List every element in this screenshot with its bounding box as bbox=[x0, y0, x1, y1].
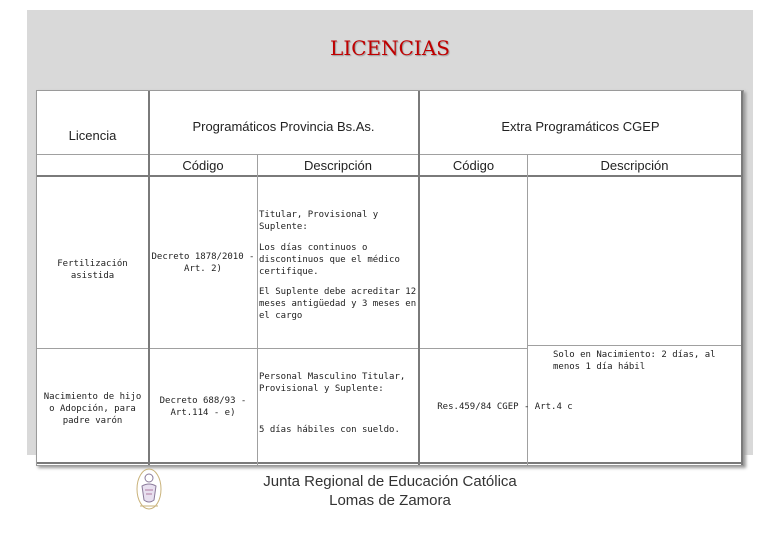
row-codigo: Decreto 688/93 - Art.114 - e) bbox=[159, 396, 247, 418]
row-extra-descripcion: Solo en Nacimiento: 2 días, al menos 1 día hábil bbox=[553, 350, 716, 372]
header-codigo: Código bbox=[182, 158, 224, 173]
column-divider bbox=[527, 154, 528, 465]
footer-line-1: Junta Regional de Educación Católica bbox=[263, 473, 517, 490]
table-bottom-line bbox=[37, 462, 743, 464]
column-divider bbox=[741, 91, 743, 465]
header-licencia: Licencia bbox=[68, 128, 117, 143]
institution-seal-icon bbox=[134, 466, 164, 512]
header-divider bbox=[37, 154, 743, 155]
column-divider bbox=[257, 154, 258, 465]
row-descripcion-line: 5 días hábiles con sueldo. bbox=[259, 425, 400, 435]
header-descripcion: Descripción bbox=[600, 158, 669, 173]
header-extra-programaticos: Extra Programáticos CGEP bbox=[501, 119, 660, 134]
footer-institution bbox=[200, 472, 580, 510]
row-divider bbox=[37, 348, 527, 349]
row-descripcion-line: El Suplente debe acreditar 12 meses antigüedad y 3 meses en el cargo bbox=[259, 287, 417, 321]
header-codigo: Código bbox=[452, 158, 495, 173]
header-bottom-line bbox=[37, 175, 743, 177]
row-licencia-label: Nacimiento de hijo o Adopción, para padre varón bbox=[43, 392, 142, 426]
row-codigo: Decreto 1878/2010 - Art. 2) bbox=[151, 252, 255, 274]
licencias-table bbox=[36, 90, 744, 466]
header-programaticos: Programáticos Provincia Bs.As. bbox=[192, 119, 375, 134]
header-descripcion: Descripción bbox=[304, 158, 372, 173]
row-descripcion-line: Titular, Provisional y Suplente: bbox=[259, 210, 379, 232]
footer-line-2: Lomas de Zamora bbox=[329, 492, 451, 509]
page-title: LICENCIAS bbox=[330, 36, 450, 60]
row-extra-codigo: Res.459/84 CGEP - Art.4 c bbox=[437, 402, 573, 412]
row-descripcion-line: Los días continuos o discontinuos que el médico certifique. bbox=[259, 243, 400, 277]
row-descripcion-line: Personal Masculino Titular, Provisional y Suplente: bbox=[259, 372, 406, 394]
row-divider-right bbox=[527, 345, 743, 346]
row-licencia-label: Fertilización asistida bbox=[57, 259, 128, 281]
